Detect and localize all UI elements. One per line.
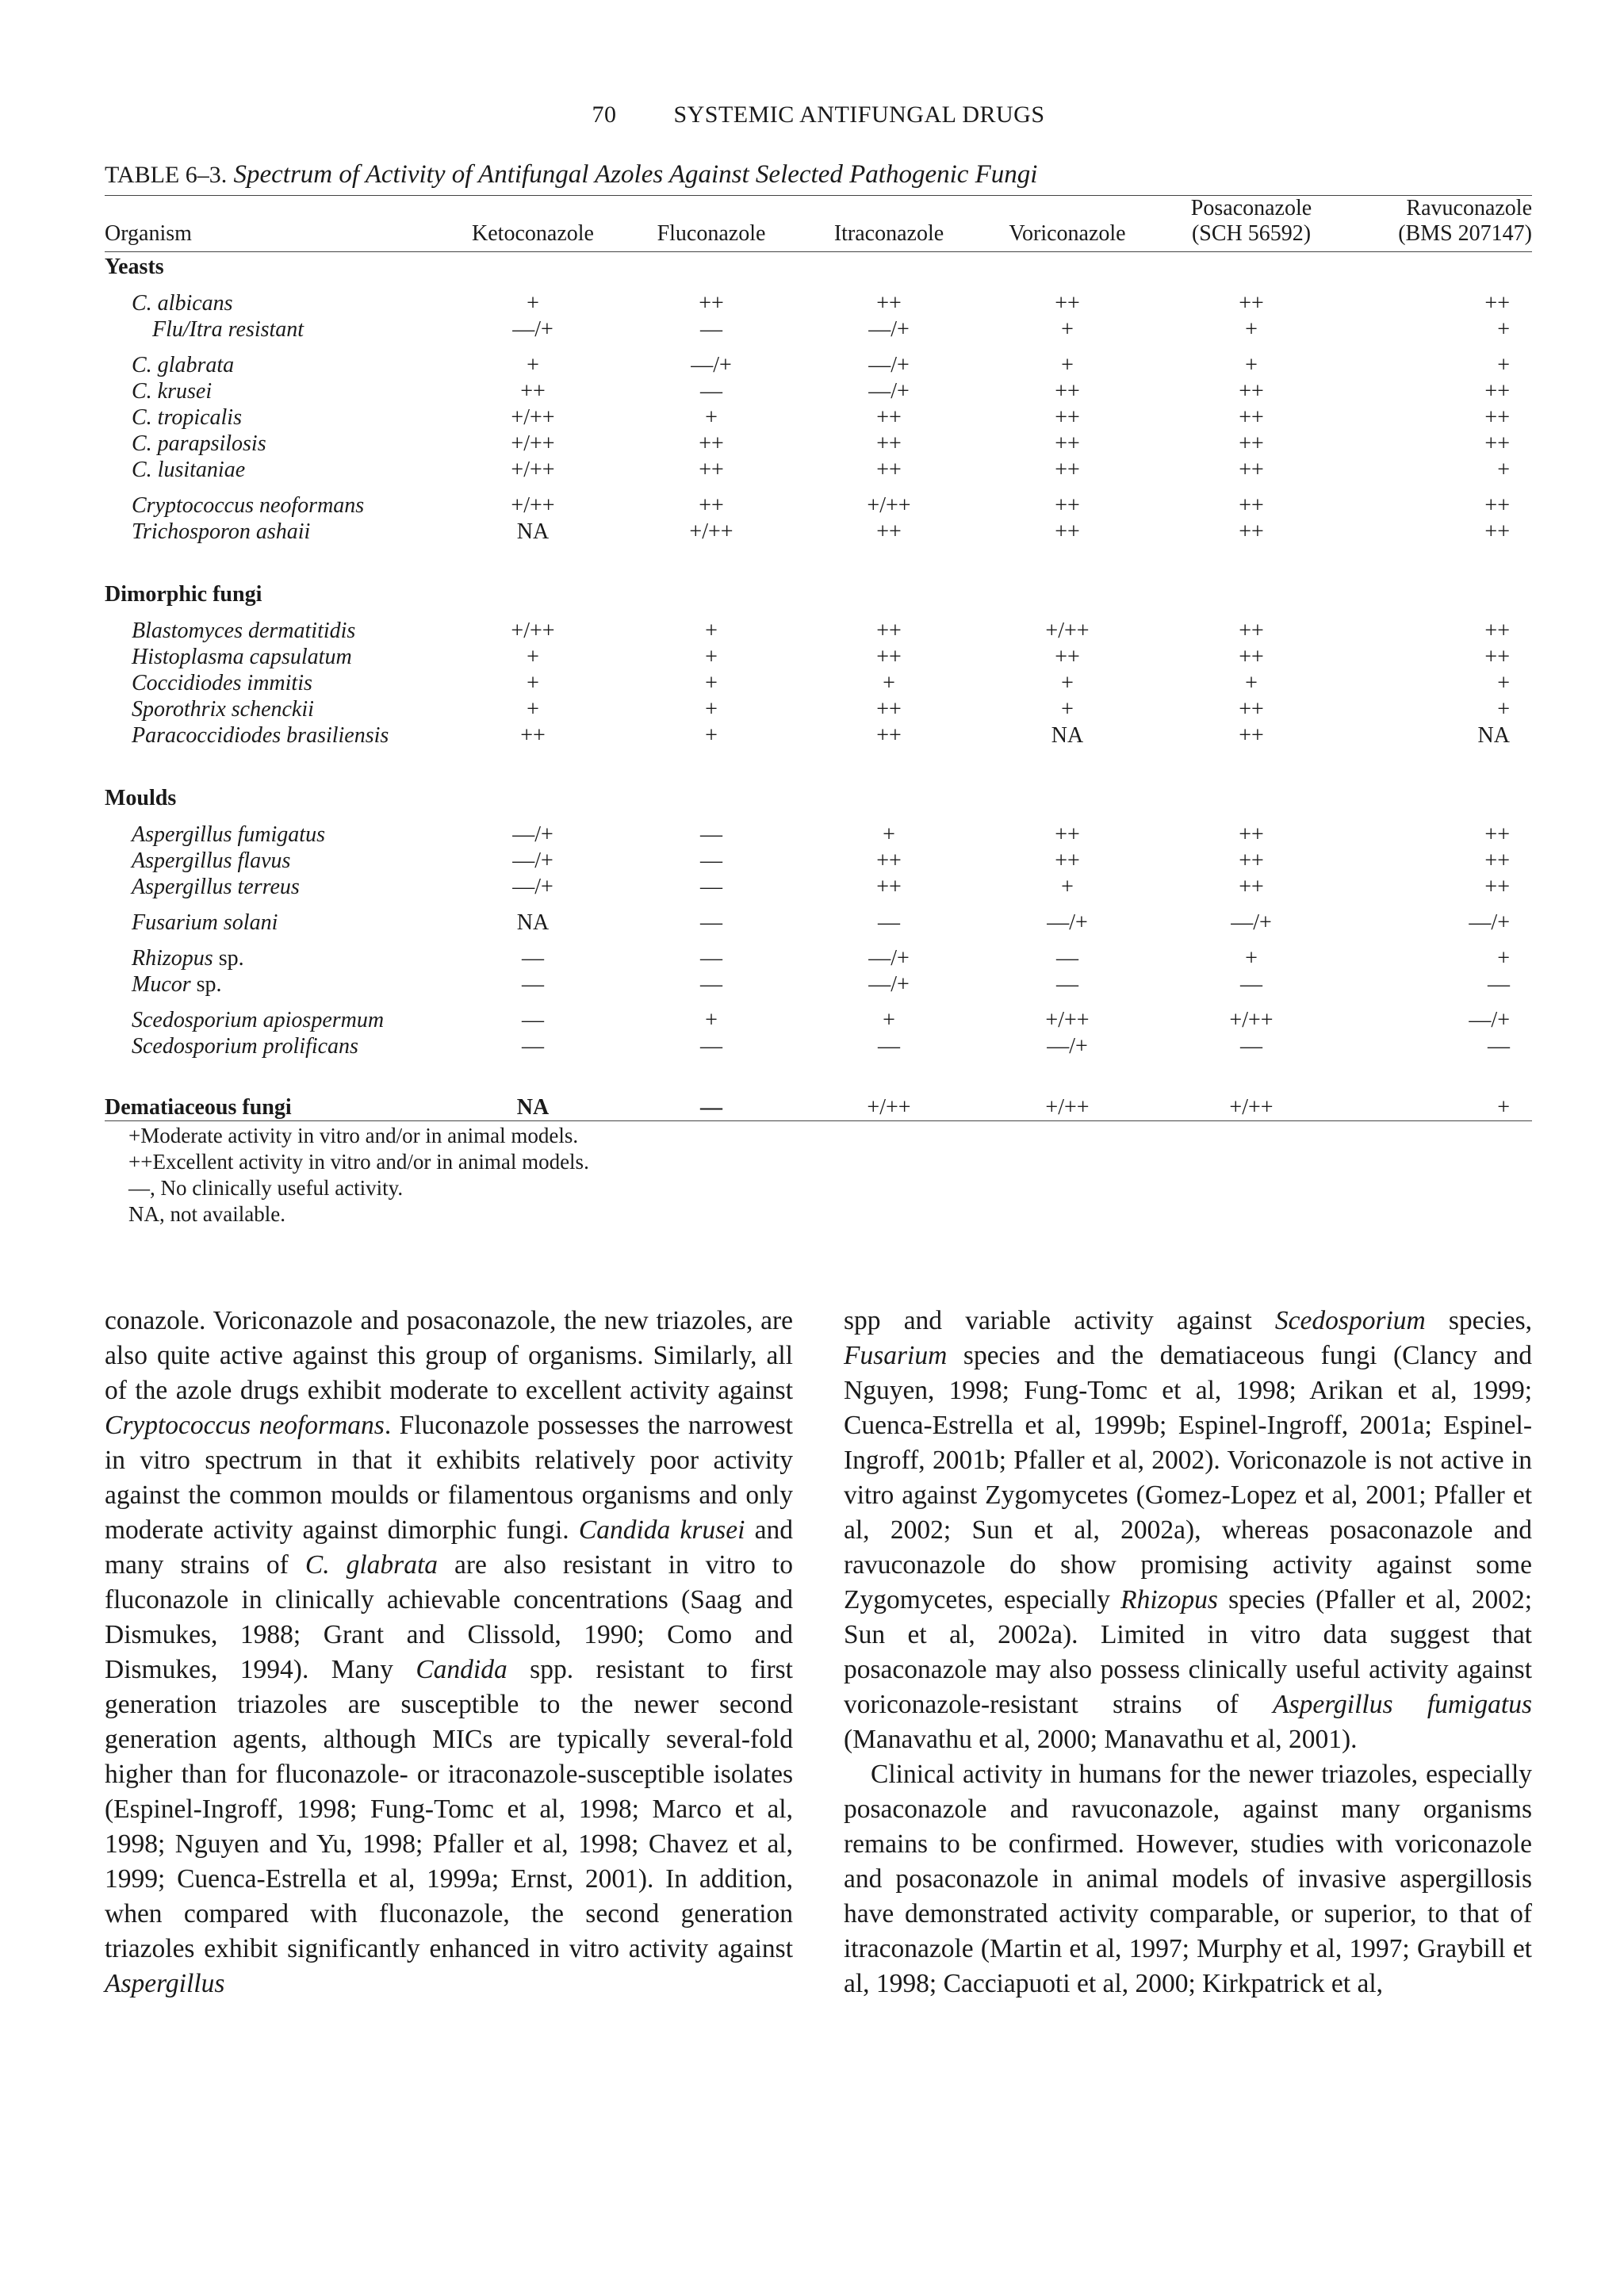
table-row bbox=[105, 1007, 1532, 1033]
cell-itraconazole: + bbox=[883, 1008, 895, 1032]
organism-name bbox=[105, 519, 446, 545]
cell-voriconazole: +/++ bbox=[1045, 619, 1090, 643]
organism-name-text: Trichosporon ashaii bbox=[132, 519, 311, 544]
organism-name-text: Aspergillus terreus bbox=[132, 875, 300, 899]
table-row bbox=[105, 945, 1532, 971]
cell-ketoconazole: — bbox=[522, 946, 544, 971]
cell-posaconazole: ++ bbox=[1239, 405, 1264, 430]
cell-ravuconazole: ++ bbox=[1484, 645, 1510, 669]
cell-ketoconazole: — bbox=[522, 972, 544, 997]
cell-ravuconazole: ++ bbox=[1484, 848, 1510, 873]
cell-fluconazole: ++ bbox=[699, 458, 724, 482]
cell-ravuconazole: ++ bbox=[1484, 431, 1510, 456]
cell-voriconazole: ++ bbox=[1055, 431, 1080, 456]
table-header bbox=[105, 196, 1532, 252]
organism-name bbox=[105, 431, 446, 457]
table-row bbox=[105, 316, 1532, 343]
cell-itraconazole: +/++ bbox=[867, 1095, 911, 1120]
cell-fluconazole: — bbox=[700, 822, 722, 847]
cell-posaconazole: ++ bbox=[1239, 848, 1264, 873]
cell-ketoconazole: NA bbox=[516, 1095, 550, 1120]
cell-ravuconazole: —/+ bbox=[1469, 1008, 1510, 1032]
organism-name-text: Rhizopus bbox=[132, 946, 213, 971]
header-fluconazole: Fluconazole bbox=[657, 221, 766, 246]
cell-fluconazole: — bbox=[700, 972, 722, 997]
cell-itraconazole: ++ bbox=[876, 875, 902, 899]
header-posaconazole-name: Posaconazole bbox=[1190, 196, 1312, 220]
organism-name bbox=[105, 404, 446, 431]
cell-ravuconazole: + bbox=[1497, 671, 1510, 695]
organism-name bbox=[105, 971, 446, 998]
cell-ravuconazole: + bbox=[1497, 353, 1510, 377]
cell-ravuconazole: + bbox=[1497, 697, 1510, 722]
text-span: spp. resistant to first generation triazoles are susceptible to the newer second generation agents, although MICs are typically several-fold higher than for fluconazole- or itraconazole-susceptible isolates (Espinel-Ingroff, 1998; Fung-Tomc et al, 1998; Marco et al, 1998; Nguyen and Yu, 1998; Pfaller et al, 1998; Chavez et al, 1999; Cuenca-Estrella et al, 1999a; Ernst, 2001). In addition, when compared with fluconazole, the second generation triazoles exhibit significantly enhanced in vitro activity against bbox=[105, 1655, 793, 1963]
cell-ketoconazole: ++ bbox=[520, 379, 546, 404]
cell-ketoconazole: +/++ bbox=[511, 431, 555, 456]
cell-posaconazole: ++ bbox=[1239, 619, 1264, 643]
cell-posaconazole: ++ bbox=[1239, 519, 1264, 544]
cell-fluconazole: —/+ bbox=[691, 353, 732, 377]
text-span: (Manavathu et al, 2000; Manavathu et al, 2001). bbox=[844, 1725, 1358, 1754]
organism-name-text: Mucor bbox=[132, 972, 191, 997]
text-span: conazole. Voriconazole and posaconazole, the new triazoles, are also quite active against this group of organisms. Similarly, all of the azole drugs exhibit moderate to excellent activity against bbox=[105, 1306, 793, 1405]
cell-itraconazole: ++ bbox=[876, 431, 902, 456]
cell-voriconazole: NA bbox=[1051, 723, 1084, 748]
cell-ketoconazole: NA bbox=[516, 519, 550, 544]
cell-voriconazole: —/+ bbox=[1047, 1034, 1088, 1059]
organism-name bbox=[105, 644, 446, 670]
paragraph-right-1 bbox=[844, 1304, 1532, 1757]
cell-voriconazole: +/++ bbox=[1045, 1095, 1090, 1120]
organism-name-text: Sporothrix schenckii bbox=[132, 697, 314, 722]
cell-posaconazole: ++ bbox=[1239, 458, 1264, 482]
section-dimorphic-fungi: Dimorphic fungi bbox=[105, 581, 262, 607]
cell-fluconazole: + bbox=[705, 723, 718, 748]
cell-fluconazole: — bbox=[700, 1034, 722, 1059]
cell-ketoconazole: —/+ bbox=[512, 848, 553, 873]
header-itraconazole: Itraconazole bbox=[833, 221, 944, 246]
table-row bbox=[105, 378, 1532, 404]
cell-ketoconazole: NA bbox=[516, 910, 550, 935]
cell-voriconazole: ++ bbox=[1055, 379, 1080, 404]
cell-voriconazole: + bbox=[1061, 875, 1074, 899]
cell-posaconazole: ++ bbox=[1239, 431, 1264, 456]
organism-name bbox=[105, 670, 446, 696]
table-body bbox=[105, 252, 1532, 1120]
cell-ketoconazole: + bbox=[527, 353, 539, 377]
organism-name-text: Aspergillus flavus bbox=[132, 848, 291, 873]
table-row bbox=[105, 910, 1532, 936]
table-row bbox=[105, 519, 1532, 545]
organism-name-text: C. krusei bbox=[132, 379, 213, 404]
organism-name bbox=[105, 874, 446, 900]
organism-name-text: Histoplasma capsulatum bbox=[132, 645, 352, 669]
cell-fluconazole: — bbox=[700, 910, 722, 935]
organism-name-text: Fusarium solani bbox=[132, 910, 278, 935]
cell-posaconazole: ++ bbox=[1239, 875, 1264, 899]
table-row bbox=[105, 848, 1532, 874]
cell-ravuconazole: — bbox=[1488, 1034, 1510, 1059]
text-span: . Fluconazole possesses the narrowest in vitro spectrum in that it exhibits relatively poor activity against the common moulds or filamentous organisms and only moderate activity against dimorphic fungi. bbox=[105, 1411, 793, 1545]
page-number: 70 bbox=[592, 102, 617, 128]
cell-ketoconazole: ++ bbox=[520, 723, 546, 748]
cell-ketoconazole: — bbox=[522, 1034, 544, 1059]
cell-ketoconazole: +/++ bbox=[511, 405, 555, 430]
cell-voriconazole: + bbox=[1061, 671, 1074, 695]
activity-table-wrapper bbox=[105, 195, 1532, 1228]
cell-voriconazole: + bbox=[1061, 697, 1074, 722]
table-row bbox=[105, 822, 1532, 848]
text-span: species and the dematiaceous fungi (Clancy and Nguyen, 1998; Fung-Tomc et al, 1998; Arikan et al, 1999; Cuenca-Estrella et al, 1999b; Espinel-Ingroff, 2001a; Espinel-Ingroff, 2001b; Pfaller et al, 2002). Voriconazole is not active in vitro against Zygomycetes (Gomez-Lopez et al, 2001; Pfaller et al, 2002; Sun et al, 2002a), whereas posaconazole and ravuconazole do show promising activity against some Zygomycetes, especially bbox=[844, 1341, 1532, 1614]
cell-itraconazole: —/+ bbox=[868, 379, 910, 404]
section-moulds: Moulds bbox=[105, 785, 177, 810]
organism-name-text: Flu/Itra resistant bbox=[152, 317, 304, 342]
cell-fluconazole: + bbox=[705, 619, 718, 643]
footnote-excellent: ++Excellent activity in vitro and/or in animal models. bbox=[128, 1150, 589, 1174]
table-row bbox=[105, 290, 1532, 316]
header-ravuconazole-name: Ravuconazole bbox=[1406, 196, 1532, 220]
cell-voriconazole: ++ bbox=[1055, 822, 1080, 847]
cell-fluconazole: + bbox=[705, 645, 718, 669]
cell-itraconazole: ++ bbox=[876, 619, 902, 643]
cell-posaconazole: + bbox=[1245, 946, 1258, 971]
table-row bbox=[105, 670, 1532, 696]
cell-ravuconazole: ++ bbox=[1484, 875, 1510, 899]
table-row bbox=[105, 644, 1532, 670]
cell-itraconazole: ++ bbox=[876, 697, 902, 722]
cell-fluconazole: + bbox=[705, 405, 718, 430]
body-column-right bbox=[844, 1304, 1532, 2001]
cell-itraconazole: ++ bbox=[876, 291, 902, 316]
cell-voriconazole: ++ bbox=[1055, 405, 1080, 430]
cell-posaconazole: + bbox=[1245, 353, 1258, 377]
organism-name bbox=[105, 1007, 446, 1033]
cell-voriconazole: + bbox=[1061, 353, 1074, 377]
organism-name bbox=[105, 1033, 446, 1059]
cell-ketoconazole: —/+ bbox=[512, 875, 553, 899]
table-row bbox=[105, 618, 1532, 644]
cell-ketoconazole: +/++ bbox=[511, 619, 555, 643]
cell-voriconazole: +/++ bbox=[1045, 1008, 1090, 1032]
body-column-left bbox=[105, 1304, 793, 2001]
header-organism: Organism bbox=[105, 221, 192, 246]
organism-name-text: Scedosporium prolificans bbox=[132, 1034, 358, 1059]
cell-ravuconazole: ++ bbox=[1484, 619, 1510, 643]
italic-term: Rhizopus bbox=[1120, 1585, 1218, 1614]
organism-name-suffix: sp. bbox=[190, 972, 222, 997]
cell-ravuconazole: ++ bbox=[1484, 379, 1510, 404]
cell-fluconazole: ++ bbox=[699, 291, 724, 316]
cell-fluconazole: + bbox=[705, 671, 718, 695]
cell-fluconazole: — bbox=[700, 875, 722, 899]
organism-name bbox=[105, 378, 446, 404]
cell-posaconazole: + bbox=[1245, 317, 1258, 342]
cell-posaconazole: ++ bbox=[1239, 697, 1264, 722]
cell-voriconazole: —/+ bbox=[1047, 910, 1088, 935]
cell-ketoconazole: +/++ bbox=[511, 493, 555, 518]
cell-fluconazole: + bbox=[705, 1008, 718, 1032]
footnote-moderate: +Moderate activity in vitro and/or in animal models. bbox=[128, 1124, 579, 1147]
cell-voriconazole: ++ bbox=[1055, 493, 1080, 518]
text-span: are also resistant in vitro to fluconazole in clinically achievable concentrations (Saag and Dismukes, 1988; Grant and Clissold, 1990; Como and Dismukes, 1994). Many bbox=[105, 1550, 793, 1684]
organism-name bbox=[105, 457, 446, 483]
cell-ketoconazole: —/+ bbox=[512, 822, 553, 847]
footnote-not-available: NA, not available. bbox=[128, 1202, 285, 1226]
table-row bbox=[105, 431, 1532, 457]
cell-ravuconazole: + bbox=[1497, 317, 1510, 342]
organism-name-suffix: sp. bbox=[213, 946, 244, 971]
cell-ravuconazole: ++ bbox=[1484, 519, 1510, 544]
paragraph-right-2: Clinical activity in humans for the newer triazoles, especially posaconazole and ravuconazole, against many organisms remains to be confirmed. However, studies with voriconazole and posaconazole in animal models of invasive aspergillosis have demonstrated activity comparable, or superior, to that of itraconazole (Martin et al, 1997; Murphy et al, 1997; Graybill et al, 1998; Cacciapuoti et al, 2000; Kirkpatrick et al, bbox=[844, 1760, 1532, 1998]
cell-itraconazole: ++ bbox=[876, 405, 902, 430]
text-span: and many strains of bbox=[105, 1515, 793, 1580]
cell-itraconazole: — bbox=[878, 910, 900, 935]
table-row bbox=[105, 874, 1532, 900]
activity-table bbox=[105, 196, 1532, 1120]
italic-term: Aspergillus fumigatus bbox=[1273, 1690, 1532, 1719]
cell-posaconazole: ++ bbox=[1239, 645, 1264, 669]
cell-itraconazole: —/+ bbox=[868, 946, 910, 971]
cell-fluconazole: +/++ bbox=[689, 519, 733, 544]
cell-voriconazole: — bbox=[1056, 946, 1078, 971]
cell-fluconazole: ++ bbox=[699, 493, 724, 518]
organism-name bbox=[105, 910, 446, 936]
header-posaconazole-code: (SCH 56592) bbox=[1191, 221, 1312, 246]
text-span: spp and variable activity against bbox=[844, 1306, 1275, 1335]
organism-name bbox=[105, 822, 446, 848]
cell-itraconazole: — bbox=[878, 1034, 900, 1059]
cell-ravuconazole: —/+ bbox=[1469, 910, 1510, 935]
cell-posaconazole: ++ bbox=[1239, 291, 1264, 316]
cell-fluconazole: — bbox=[700, 317, 722, 342]
table-label: TABLE 6–3. bbox=[105, 162, 228, 188]
organism-name-text: Scedosporium apiospermum bbox=[132, 1008, 385, 1032]
organism-name bbox=[105, 316, 446, 343]
italic-term: Aspergillus bbox=[105, 1969, 225, 1998]
cell-ketoconazole: +/++ bbox=[511, 458, 555, 482]
cell-itraconazole: ++ bbox=[876, 645, 902, 669]
text-span: species (Pfaller et al, 2002; Sun et al, 2002a). Limited in vitro data suggest that posaconazole may also possess clinically useful activity against voriconazole-resistant strains of bbox=[844, 1585, 1532, 1719]
cell-itraconazole: + bbox=[883, 671, 895, 695]
cell-itraconazole: + bbox=[883, 822, 895, 847]
table-row bbox=[105, 971, 1532, 998]
table-row bbox=[105, 457, 1532, 483]
organism-name bbox=[105, 945, 446, 971]
cell-posaconazole: + bbox=[1245, 671, 1258, 695]
header-ravuconazole bbox=[1343, 196, 1532, 252]
table-title: Spectrum of Activity of Antifungal Azoles Against Selected Pathogenic Fungi bbox=[233, 160, 1038, 189]
running-head bbox=[105, 102, 1532, 128]
cell-fluconazole: + bbox=[705, 697, 718, 722]
organism-name bbox=[105, 492, 446, 519]
cell-itraconazole: ++ bbox=[876, 723, 902, 748]
cell-fluconazole: — bbox=[700, 1095, 722, 1120]
cell-fluconazole: — bbox=[700, 848, 722, 873]
cell-itraconazole: +/++ bbox=[867, 493, 911, 518]
cell-ravuconazole: + bbox=[1497, 458, 1510, 482]
cell-ravuconazole: NA bbox=[1477, 723, 1510, 748]
cell-itraconazole: ++ bbox=[876, 458, 902, 482]
organism-name bbox=[105, 290, 446, 316]
organism-name-text: C. lusitaniae bbox=[132, 458, 246, 482]
cell-posaconazole: ++ bbox=[1239, 822, 1264, 847]
cell-voriconazole: + bbox=[1061, 317, 1074, 342]
cell-ketoconazole: —/+ bbox=[512, 317, 553, 342]
organism-name-text: Coccidiodes immitis bbox=[132, 671, 312, 695]
cell-ravuconazole: + bbox=[1497, 1095, 1510, 1120]
header-ravuconazole-code: (BMS 207147) bbox=[1398, 221, 1532, 246]
cell-ketoconazole: + bbox=[527, 671, 539, 695]
table-row bbox=[105, 722, 1532, 749]
cell-voriconazole: ++ bbox=[1055, 519, 1080, 544]
paragraph-left bbox=[105, 1304, 793, 2001]
italic-term: Candida krusei bbox=[578, 1515, 745, 1545]
italic-term: Cryptococcus neoformans bbox=[105, 1411, 385, 1440]
organism-name-text: C. tropicalis bbox=[132, 405, 242, 430]
table-row bbox=[105, 404, 1532, 431]
cell-posaconazole: ++ bbox=[1239, 723, 1264, 748]
cell-ravuconazole: ++ bbox=[1484, 291, 1510, 316]
footnote-no-activity: —, No clinically useful activity. bbox=[128, 1176, 404, 1200]
header-ketoconazole: Ketoconazole bbox=[472, 221, 594, 246]
italic-term: Fusarium bbox=[844, 1341, 948, 1370]
cell-ravuconazole: ++ bbox=[1484, 822, 1510, 847]
cell-fluconazole: — bbox=[700, 379, 722, 404]
cell-ketoconazole: — bbox=[522, 1008, 544, 1032]
organism-name bbox=[105, 696, 446, 722]
table-row bbox=[105, 352, 1532, 378]
cell-voriconazole: ++ bbox=[1055, 848, 1080, 873]
cell-voriconazole: ++ bbox=[1055, 458, 1080, 482]
table-row bbox=[105, 696, 1532, 722]
cell-posaconazole: —/+ bbox=[1231, 910, 1272, 935]
organism-name-text: Aspergillus fumigatus bbox=[132, 822, 325, 847]
cell-ravuconazole: + bbox=[1497, 946, 1510, 971]
organism-name-text: C. parapsilosis bbox=[132, 431, 266, 456]
cell-itraconazole: ++ bbox=[876, 519, 902, 544]
cell-voriconazole: ++ bbox=[1055, 645, 1080, 669]
organism-name-text: C. glabrata bbox=[132, 353, 235, 377]
text-span: species, bbox=[1425, 1306, 1533, 1335]
table-row bbox=[105, 492, 1532, 519]
organism-name: Dematiaceous fungi bbox=[105, 1095, 292, 1120]
organism-name-text: Paracoccidiodes brasiliensis bbox=[132, 723, 389, 748]
cell-itraconazole: —/+ bbox=[868, 972, 910, 997]
section-yeasts: Yeasts bbox=[105, 254, 164, 279]
cell-itraconazole: —/+ bbox=[868, 353, 910, 377]
cell-ravuconazole: ++ bbox=[1484, 405, 1510, 430]
cell-voriconazole: — bbox=[1056, 972, 1078, 997]
cell-fluconazole: ++ bbox=[699, 431, 724, 456]
cell-posaconazole: +/++ bbox=[1229, 1095, 1274, 1120]
cell-posaconazole: ++ bbox=[1239, 493, 1264, 518]
organism-name-text: C. albicans bbox=[132, 291, 233, 316]
table-row bbox=[105, 1094, 1532, 1120]
organism-name bbox=[105, 352, 446, 378]
italic-term: C. glabrata bbox=[304, 1550, 438, 1580]
cell-ketoconazole: + bbox=[527, 645, 539, 669]
cell-posaconazole: ++ bbox=[1239, 379, 1264, 404]
cell-ketoconazole: + bbox=[527, 291, 539, 316]
cell-posaconazole: — bbox=[1240, 1034, 1262, 1059]
running-title: SYSTEMIC ANTIFUNGAL DRUGS bbox=[673, 102, 1045, 128]
table-footnotes bbox=[105, 1121, 1532, 1228]
header-posaconazole bbox=[1159, 196, 1343, 252]
organism-name bbox=[105, 848, 446, 874]
cell-ketoconazole: + bbox=[527, 697, 539, 722]
organism-name-text: Cryptococcus neoformans bbox=[132, 493, 365, 518]
header-voriconazole: Voriconazole bbox=[1009, 221, 1126, 246]
italic-term: Scedosporium bbox=[1274, 1306, 1426, 1335]
cell-ravuconazole: ++ bbox=[1484, 493, 1510, 518]
cell-voriconazole: ++ bbox=[1055, 291, 1080, 316]
organism-name bbox=[105, 618, 446, 644]
italic-term: Candida bbox=[416, 1655, 508, 1684]
cell-itraconazole: —/+ bbox=[868, 317, 910, 342]
table-row bbox=[105, 1033, 1532, 1059]
cell-posaconazole: — bbox=[1240, 972, 1262, 997]
cell-itraconazole: ++ bbox=[876, 848, 902, 873]
cell-ravuconazole: — bbox=[1488, 972, 1510, 997]
cell-fluconazole: — bbox=[700, 946, 722, 971]
organism-name bbox=[105, 722, 446, 749]
cell-posaconazole: +/++ bbox=[1229, 1008, 1274, 1032]
organism-name-text: Blastomyces dermatitidis bbox=[132, 619, 356, 643]
table-caption bbox=[105, 160, 1037, 190]
